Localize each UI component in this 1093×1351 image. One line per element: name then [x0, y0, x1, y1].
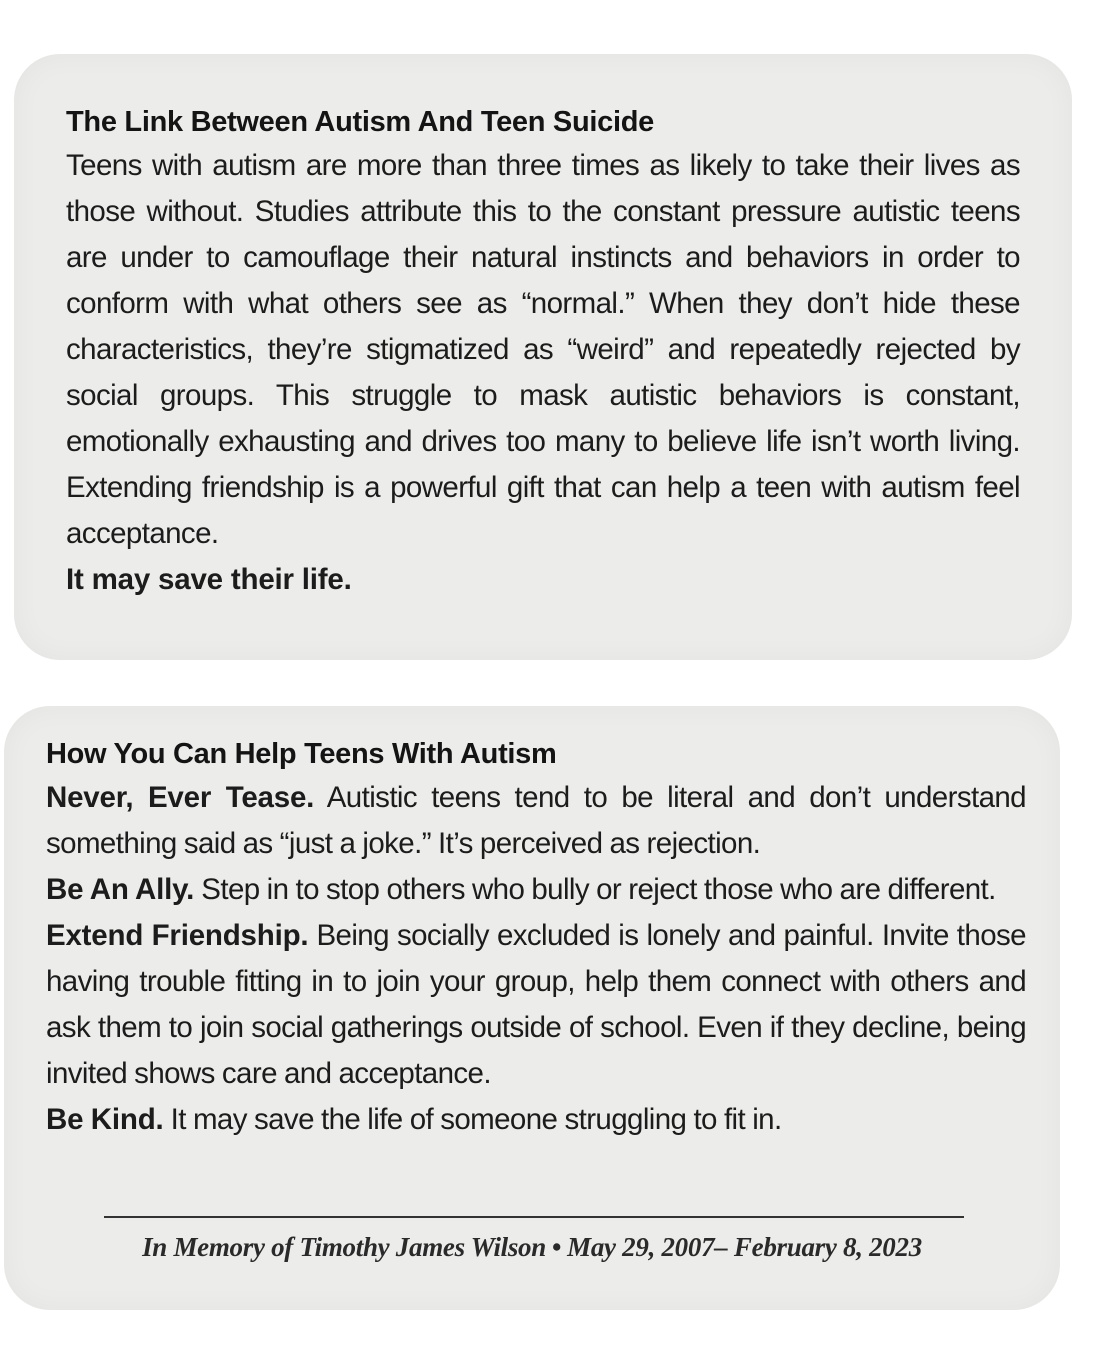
- tip-never-tease: [46, 775, 1026, 867]
- tip-text: It may save the life of someone struggling to fit in.: [170, 1103, 782, 1136]
- tip-be-ally: [46, 867, 1026, 913]
- tip-lead: Be Kind.: [46, 1103, 164, 1136]
- card-title-how-to-help: How You Can Help Teens With Autism: [46, 738, 557, 770]
- memorial-dates: May 29, 2007– February 8, 2023: [567, 1232, 922, 1262]
- tip-text: Autistic teens tend to be literal and don’t understand something said as “just a joke.” It’s perceived as rejection.: [46, 781, 1026, 860]
- how-to-help-card: [4, 706, 1060, 1310]
- tip-lead: Extend Friendship.: [46, 919, 309, 952]
- tip-text: Step in to stop others who bully or reject those who are different.: [201, 873, 996, 906]
- bullet-separator: •: [551, 1232, 562, 1262]
- closing-statement: It may save their life.: [66, 563, 352, 596]
- divider-rule: [104, 1216, 964, 1218]
- tip-lead: Be An Ally.: [46, 873, 195, 906]
- tip-extend-friendship: [46, 913, 1026, 1097]
- autism-suicide-card: [14, 54, 1072, 660]
- tip-lead: Never, Ever Tease.: [46, 781, 315, 814]
- card-title-autism-suicide: The Link Between Autism And Teen Suicide: [66, 106, 654, 138]
- memorial-line: [4, 1232, 1060, 1263]
- card-body-text: Teens with autism are more than three times as likely to take their lives as those without. Studies attribute this to the constant pressure autistic teens are under to camouflage their natural instincts and behaviors in order to conform with what others see as “normal.” When they don’t hide these characteristics, they’re stigmatized as “weird” and repeatedly rejected by social groups. This struggle to mask autistic behaviors is constant, emotionally exhausting and drives too many to believe life isn’t worth living. Extending friendship is a powerful gift that can help a teen with autism feel acceptance.: [66, 149, 1020, 550]
- memorial-name: In Memory of Timothy James Wilson: [142, 1232, 546, 1262]
- tip-be-kind: [46, 1097, 1026, 1143]
- tip-text: Being socially excluded is lonely and painful. Invite those having trouble fitting in to join your group, help them connect with others and ask them to join social gatherings outside of school. Even if they decline, being invited shows care and acceptance.: [46, 919, 1026, 1090]
